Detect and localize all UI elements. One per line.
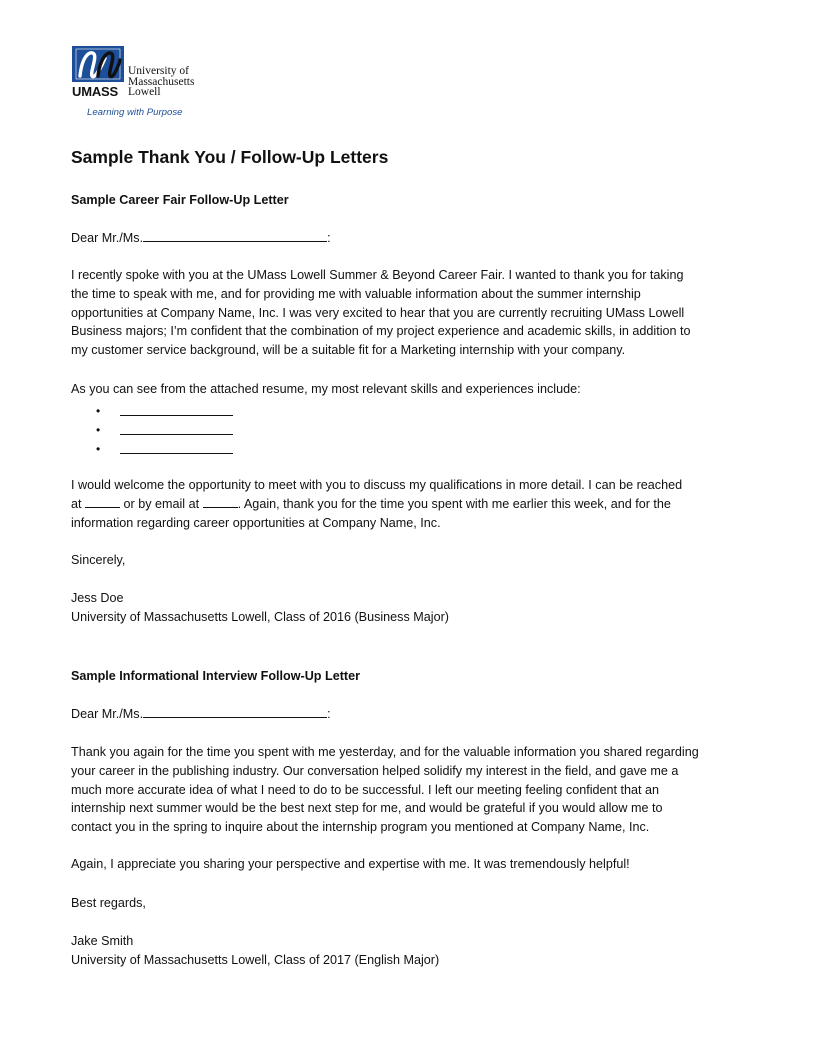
paragraph-line: internship next summer would be the best next step for me, and would be grateful if you would allow me to [71, 801, 663, 816]
page-title: Sample Thank You / Follow-Up Letters [71, 147, 389, 167]
line-segment: at [71, 496, 82, 511]
paragraph-line: your career in the publishing industry. Our conversation helped solidify my interest in the field, and gave me a [71, 763, 679, 778]
salutation-text: Dear Mr./Ms. [71, 707, 144, 721]
paragraph-line: I would welcome the opportunity to meet with you to discuss my qualifications in more detail. I can be reached [71, 478, 683, 492]
letter1-signer-detail: University of Massachusetts Lowell, Class of 2016 (Business Major) [71, 610, 449, 624]
name-blank [143, 705, 327, 718]
letter2-paragraph-1 [71, 743, 751, 837]
logo-university-line: University of [128, 65, 190, 77]
logo-wordmark: UMASS [72, 84, 118, 99]
logo-university-line: Lowell [128, 86, 161, 98]
paragraph-line: I recently spoke with you at the UMass Lowell Summer & Beyond Career Fair. I wanted to thank you for taking [71, 268, 684, 282]
paragraph-line: my customer service background, will be a suitable fit for a Marketing internship with your company. [71, 343, 626, 358]
paragraph-line: much more accurate idea of what I need to do to be successful. I left our meeting feeling confident that an [71, 782, 660, 797]
letter1-paragraph-1 [71, 266, 751, 360]
letter2-signer-name: Jake Smith [71, 934, 134, 948]
letter2-signer-detail: University of Massachusetts Lowell, Class of 2017 (English Major) [71, 953, 440, 967]
letter2-closing: Best regards, [71, 896, 146, 910]
fill-in-blank [120, 434, 233, 435]
umass-lowell-logo-mark [72, 46, 124, 86]
letter1-signer-name: Jess Doe [71, 591, 124, 605]
fill-in-blank [120, 453, 233, 454]
paragraph-line: Business majors; I’m confident that the combination of my project experience and academic skills, in addition to [71, 324, 691, 339]
logo-tagline: Learning with Purpose [87, 107, 183, 118]
fill-in-blank [120, 415, 233, 416]
letter2-heading: Sample Informational Interview Follow-Up Letter [71, 669, 360, 683]
line-segment: or by email at [123, 496, 200, 511]
email-blank [203, 495, 238, 508]
paragraph-line: information regarding career opportunities at Company Name, Inc. [71, 515, 441, 530]
bullet-glyph: • [96, 404, 101, 418]
name-blank [143, 229, 327, 242]
bullet-glyph: • [96, 422, 101, 437]
letter1-closing: Sincerely, [71, 553, 126, 567]
line-segment: . Again, thank you for the time you spent with me earlier this week, and for the [237, 496, 671, 511]
paragraph-line: the time to speak with me, and for providing me with valuable information about the summer internship [71, 286, 641, 301]
paragraph-line: contact you in the spring to inquire about the internship program you mentioned at Company Name, Inc. [71, 820, 650, 835]
letter1-heading: Sample Career Fair Follow-Up Letter [71, 193, 289, 207]
logo-university-name [128, 66, 194, 98]
logo-university-line: Massachusetts [128, 75, 195, 88]
salutation-text: Dear Mr./Ms. [71, 231, 144, 245]
paragraph-line: Thank you again for the time you spent with me yesterday, and for the valuable information you shared regarding [71, 745, 699, 759]
bullet-glyph: • [96, 441, 101, 456]
letter1-paragraph-2: As you can see from the attached resume, my most relevant skills and experiences include: [71, 382, 581, 396]
phone-blank [85, 495, 120, 508]
letter2-salutation [71, 705, 331, 724]
letter1-paragraph-3 [71, 476, 751, 532]
paragraph-line [71, 495, 751, 514]
letter1-salutation [71, 229, 331, 248]
salutation-colon: : [327, 231, 331, 245]
paragraph-line: opportunities at Company Name, Inc. I was very excited to hear that you are currently recruiting UMass Lowell [71, 305, 685, 320]
letter2-paragraph-2: Again, I appreciate you sharing your perspective and expertise with me. It was tremendously helpful! [71, 857, 630, 871]
umass-lowell-logo [72, 46, 272, 122]
salutation-colon: : [327, 707, 331, 721]
